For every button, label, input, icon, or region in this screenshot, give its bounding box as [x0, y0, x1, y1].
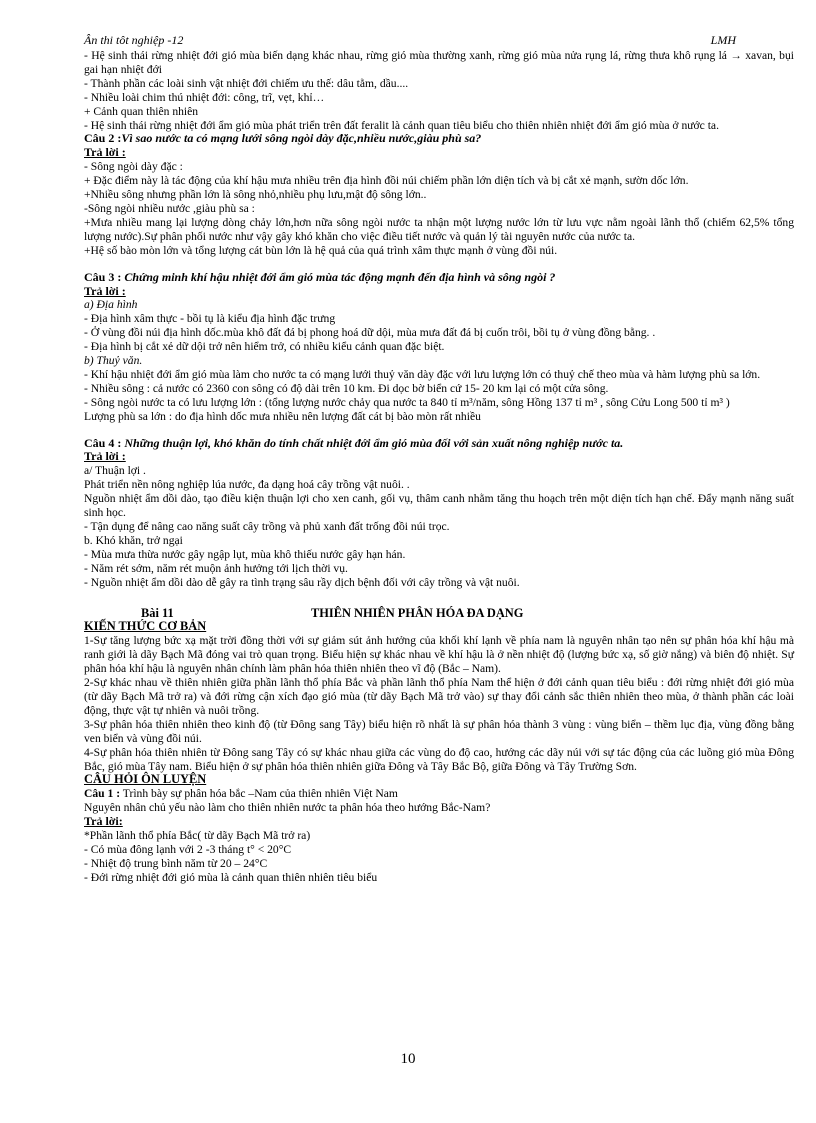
lesson-title: THIÊN NHIÊN PHÂN HÓA ĐA DẠNG	[311, 605, 524, 620]
paragraph: - Mùa mưa thừa nước gây ngập lụt, mùa khô thiếu nước gây hạn hán.	[84, 547, 406, 561]
lesson-number: Bài 11	[141, 605, 174, 620]
paragraph: - Địa hình bị cắt xẻ dữ dội trở nên hiểm trở, có nhiều kiểu cảnh quan đặc biệt.	[84, 340, 445, 354]
paragraph: b. Khó khăn, trở ngại	[84, 533, 183, 547]
paragraph: - Hệ sinh thái rừng nhiệt đới gió mùa biến dạng khác nhau, rừng gió mùa thường xanh, rừng gió mùa nửa rụng lá, rừng thưa khô rụng lá → xavan, bụi gai hạn nhiệt đới	[84, 49, 794, 76]
paragraph: +Mưa nhiều mang lại lượng dòng chảy lớn,hơn nữa sông ngòi nước ta nhận một lượng nước lớn từ lưu vực nằm ngoài lãnh thổ (chiếm 62,5% tổng lượng nước).Sự phân phối nước như vậy gây khó khăn cho việc điều tiết nước và quản lý tài nguyên nước của nước ta.	[84, 215, 794, 243]
paragraph: - Tận dụng để nâng cao năng suất cây trồng và phủ xanh đất trống đồi núi trọc.	[84, 520, 450, 533]
paragraph: +Nhiều sông nhưng phần lớn là sông nhỏ,nhiều phụ lưu,mật độ sông lớn..	[84, 188, 427, 202]
header-left: Ân thi tôt nghiệp -12	[84, 33, 184, 47]
question-4	[84, 437, 794, 451]
question-label: Câu 3 :	[84, 269, 122, 284]
paragraph: - Sông ngòi nước ta có lưu lượng lớn : (tổng lượng nước chảy qua nước ta 840 tỉ m³/năm, sông Hồng 137 tỉ m³ , sông Cửu Long 500 tỉ m³ )	[84, 395, 730, 409]
paragraph: 1-Sự tăng lượng bức xạ mặt trời đồng thời với sự giảm sút ảnh hưởng của khối khí lạnh về phía nam là nguyên nhân tạo nên sự phân hóa khí hậu mà ranh giới là dãy Bạch Mã đóng vai trò quan trọng. Biểu hiện sự khác nhau về khí hậu là ở nền nhiệt độ (lượng bức xạ, số giờ nắng) và biên độ nhiệt. Sự phân hóa khí hậu là nguyên nhân chính làm phân hóa thiên nhiên theo vĩ độ (Bắc – Nam).	[84, 634, 794, 676]
paragraph: - Nhiều sông : cả nước có 2360 con sông có độ dài trên 10 km. Đi dọc bờ biển cứ 15- 20 km lại có một cửa sông.	[84, 381, 609, 395]
paragraph: Lượng phù sa lớn : do địa hình dốc mưa nhiều nên lượng đất cát bị bào mòn rất nhiều	[84, 409, 481, 423]
paragraph: Nguồn nhiệt ẩm dồi dào, tạo điều kiện thuận lợi cho xen canh, gối vụ, thâm canh nhằm tăng thu hoạch trên một diện tích hạn chế. Đẩy mạnh năng suất sinh học.	[84, 492, 794, 520]
paragraph: Nguyên nhân chủ yếu nào làm cho thiên nhiên nước ta phân hóa theo hướng Bắc-Nam?	[84, 801, 491, 815]
question-text: Trình bày sự phân hóa bắc –Nam của thiên nhiên Việt Nam	[122, 787, 398, 801]
answer-label: Trả lời :	[84, 449, 126, 464]
paragraph: - Địa hình xâm thực - bồi tụ là kiểu địa hình đặc trưng	[84, 312, 336, 326]
answer-label: Trả lời :	[84, 283, 126, 298]
paragraph: - Nhiều loài chim thú nhiệt đới: công, trĩ, vẹt, khỉ…	[84, 90, 325, 104]
paragraph: + Cảnh quan thiên nhiên	[84, 104, 199, 118]
question-text: Chứng minh khí hậu nhiệt đới ẩm gió mùa tác động mạnh đến địa hình và sông ngòi ?	[124, 269, 556, 284]
subsection-heading: b) Thuỷ văn.	[84, 354, 143, 368]
question-label: Câu 1 :	[84, 787, 121, 801]
paragraph: - Đới rừng nhiệt đới gió mùa là cảnh quan thiên nhiên tiêu biểu	[84, 870, 378, 884]
spacer	[84, 590, 794, 603]
question-label: Câu 2 :	[84, 131, 122, 146]
paragraph: + Đặc điểm này là tác động của khí hậu mưa nhiều trên địa hình đồi núi chiếm phần lớn diện tích và bị cắt xẻ mạnh, sườn dốc lớn.	[84, 174, 689, 188]
paragraph: 2-Sự khác nhau về thiên nhiên giữa phần lãnh thổ phía Bắc và phần lãnh thổ phía Nam thể hiện ở đới cảnh quan tiêu biểu : đới rừng nhiệt đới gió mùa (từ dãy Bạch Mã trở ra) và đới rừng cận xích đạo gió mùa (từ dãy Bạch Mã trở vào) sự thay đổi cảnh sắc thiên nhiên theo mùa, ở thành phần các loài động, thực vật tự nhiên và nuôi trồng.	[84, 676, 794, 717]
question-1	[84, 787, 794, 801]
paragraph: 4-Sự phân hóa thiên nhiên từ Đông sang Tây có sự khác nhau giữa các vùng do độ cao, hướng các dãy núi với sự tác động của các luồng gió mùa Đông Bắc, gió mùa Tây nam. Biểu hiện ở sự phân hóa thiên nhiên giữa Đông và Tây Bắc Bộ, giữa Đông và Tây Trường Sơn.	[84, 745, 794, 773]
paragraph: - Có mùa đông lạnh với 2 -3 tháng t° < 20°C	[84, 842, 292, 856]
subsection-heading: a) Địa hình	[84, 298, 138, 312]
paragraph: - Năm rét sớm, năm rét muộn ảnh hưởng tới lịch thời vụ.	[84, 561, 348, 575]
header-right: LMH	[710, 33, 736, 47]
question-3	[84, 271, 794, 285]
paragraph: - Nhiệt độ trung bình năm từ 20 – 24°C	[84, 856, 268, 870]
answer-label: Trả lời:	[84, 814, 123, 829]
paragraph: +Hệ số bào mòn lớn và tổng lượng cát bùn lớn là hệ quả của quá trình xâm thực mạnh ở vùng đồi núi.	[84, 243, 558, 257]
paragraph: -Sông ngòi nhiều nước ,giàu phù sa :	[84, 201, 255, 215]
paragraph: - Ở vùng đồi núi địa hình dốc.mùa khô đất đá bị phong hoá dữ dội, mùa mưa đất đá bị cuốn trôi, bồi tụ ở vùng đồng bằng. .	[84, 326, 656, 340]
paragraph: - Sông ngòi dày đặc :	[84, 160, 183, 174]
paragraph: - Nguồn nhiệt ẩm dồi dào dễ gây ra tình trạng sâu rầy dịch bệnh đối với cây trồng và vật nuôi.	[84, 575, 520, 589]
section-heading: KIẾN THỨC CƠ BẢN	[84, 619, 207, 634]
paragraph: - Thành phần các loài sinh vật nhiệt đới chiếm ưu thế: dâu tằm, dầu....	[84, 76, 409, 90]
section-heading: CÂU HỎI ÔN LUYỆN	[84, 772, 207, 787]
question-text: Những thuận lợi, khó khăn do tính chất nhiệt đới ẩm gió mùa đối với sản xuất nông nghiệp nước ta.	[124, 435, 624, 450]
question-label: Câu 4 :	[84, 435, 122, 450]
paragraph: a/ Thuận lợi .	[84, 464, 146, 478]
paragraph: 3-Sự phân hóa thiên nhiên theo kinh độ (từ Đông sang Tây) biểu hiện rõ nhất là sự phân hóa thành 3 vùng : vùng biển – thềm lục địa, vùng đồng bằng ven biển và vùng đồi núi.	[84, 717, 794, 745]
answer-label: Trả lời :	[84, 145, 126, 160]
paragraph: *Phần lãnh thổ phía Bắc( từ dãy Bạch Mã trở ra)	[84, 829, 311, 843]
paragraph: - Hệ sinh thái rừng nhiệt đới ẩm gió mùa phát triển trên đất feralit là cảnh quan tiêu biểu cho thiên nhiên nhiệt đới ẩm gió mùa ở nước ta.	[84, 118, 719, 132]
paragraph: Phát triển nền nông nghiệp lúa nước, đa dạng hoá cây trồng vật nuôi. .	[84, 478, 410, 492]
page-header	[84, 34, 794, 49]
document-page	[84, 34, 794, 885]
question-2	[84, 132, 794, 146]
paragraph: - Khí hậu nhiệt đới ẩm gió mùa làm cho nước ta có mạng lưới thuỷ văn dày đặc với lưu lượng lớn có thuỷ chế theo mùa và hàm lượng phù sa lớn.	[84, 367, 761, 381]
question-text: Vì sao nước ta có mạng lưới sông ngòi dày đặc,nhiều nước,giàu phù sa?	[121, 131, 482, 146]
page-number: 10	[400, 1051, 416, 1067]
